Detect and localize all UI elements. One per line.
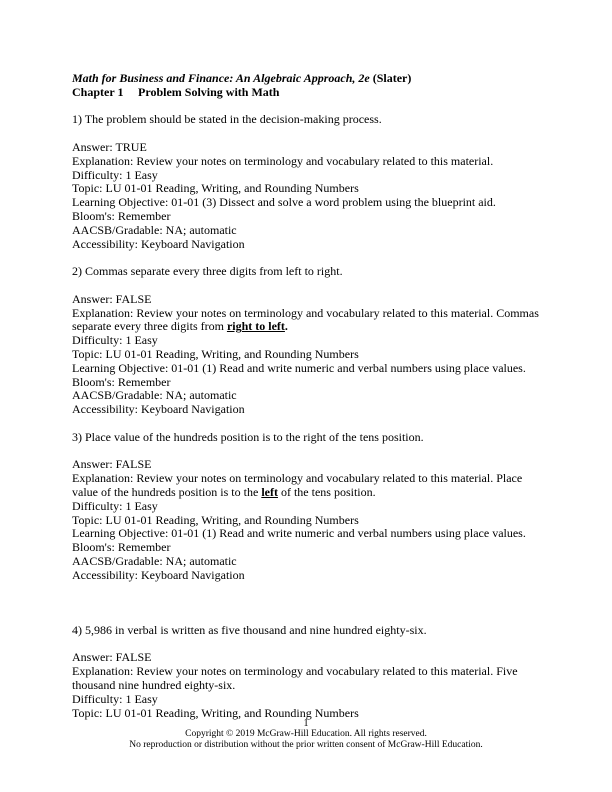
answer: Answer: FALSE [72, 291, 152, 306]
topic: Topic: LU 01-01 Reading, Writing, and Rounding Numbers [72, 512, 359, 527]
question-text: 3) Place value of the hundreds position is to the right of the tens position. [72, 429, 424, 444]
explanation-end: . [284, 319, 288, 334]
answer: Answer: FALSE [72, 650, 152, 665]
accessibility: Accessibility: Keyboard Navigation [72, 567, 245, 582]
difficulty: Difficulty: 1 Easy [72, 498, 158, 513]
explanation [72, 307, 544, 335]
book-title: Math for Business and Finance: An Algebraic Approach, 2e [72, 71, 370, 85]
explanation: Explanation: Review your notes on terminology and vocabulary related to this material. Five thousand nine hundred eighty-six. [72, 664, 518, 693]
explanation-end: of the tens position. [277, 484, 376, 499]
topic: Topic: LU 01-01 Reading, Writing, and Rounding Numbers [72, 181, 359, 196]
chapter-heading [72, 86, 544, 100]
question-text: 1) The problem should be stated in the decision-making process. [72, 112, 382, 127]
explanation-text: Explanation: Review your notes on terminology and vocabulary related to this material. Commas separate every three digits from [72, 305, 539, 334]
answer: Answer: TRUE [72, 139, 147, 154]
aacsb: AACSB/Gradable: NA; automatic [72, 388, 237, 403]
difficulty: Difficulty: 1 Easy [72, 333, 158, 348]
accessibility: Accessibility: Keyboard Navigation [72, 236, 245, 251]
copyright-notice: Copyright © 2019 McGraw-Hill Education. All rights reserved. [185, 729, 427, 739]
explanation [72, 472, 544, 500]
chapter-number: Chapter 1 [72, 84, 124, 99]
learning-objective: Learning Objective: 01-01 (1) Read and write numeric and verbal numbers using place values. [72, 526, 526, 541]
blooms: Bloom's: Remember [72, 540, 171, 555]
blooms: Bloom's: Remember [72, 208, 171, 223]
explanation-emphasis: right to left [226, 319, 285, 334]
book-author: (Slater) [369, 71, 412, 85]
explanation-text: Explanation: Review your notes on terminology and vocabulary related to this material. Place value of the hundreds position is to the [72, 471, 523, 499]
page-number: 1 [303, 718, 309, 729]
question-block-4 [72, 624, 544, 721]
learning-objective: Learning Objective: 01-01 (1) Read and write numeric and verbal numbers using place values. [72, 360, 526, 375]
difficulty: Difficulty: 1 Easy [72, 691, 158, 706]
accessibility: Accessibility: Keyboard Navigation [72, 402, 245, 417]
answer: Answer: FALSE [72, 457, 152, 472]
learning-objective: Learning Objective: 01-01 (3) Dissect and solve a word problem using the blueprint aid. [72, 195, 496, 210]
page-footer [0, 718, 612, 751]
aacsb: AACSB/Gradable: NA; automatic [72, 222, 237, 237]
explanation-emphasis: left [261, 484, 278, 499]
question-block-3 [72, 431, 544, 583]
question-block-1 [72, 113, 544, 251]
difficulty: Difficulty: 1 Easy [72, 167, 158, 182]
page-content [72, 72, 544, 720]
book-title-line [72, 72, 544, 86]
blooms: Bloom's: Remember [72, 374, 171, 389]
reproduction-notice: No reproduction or distribution without the prior written consent of McGraw-Hill Education. [129, 740, 483, 750]
chapter-title: Problem Solving with Math [138, 84, 280, 99]
aacsb: AACSB/Gradable: NA; automatic [72, 553, 237, 568]
question-text: 4) 5,986 in verbal is written as five thousand and nine hundred eighty-six. [72, 622, 427, 637]
topic: Topic: LU 01-01 Reading, Writing, and Rounding Numbers [72, 705, 359, 720]
explanation: Explanation: Review your notes on terminology and vocabulary related to this material. [72, 153, 494, 168]
topic: Topic: LU 01-01 Reading, Writing, and Rounding Numbers [72, 346, 359, 361]
question-block-2 [72, 265, 544, 417]
question-text: 2) Commas separate every three digits from left to right. [72, 264, 343, 279]
